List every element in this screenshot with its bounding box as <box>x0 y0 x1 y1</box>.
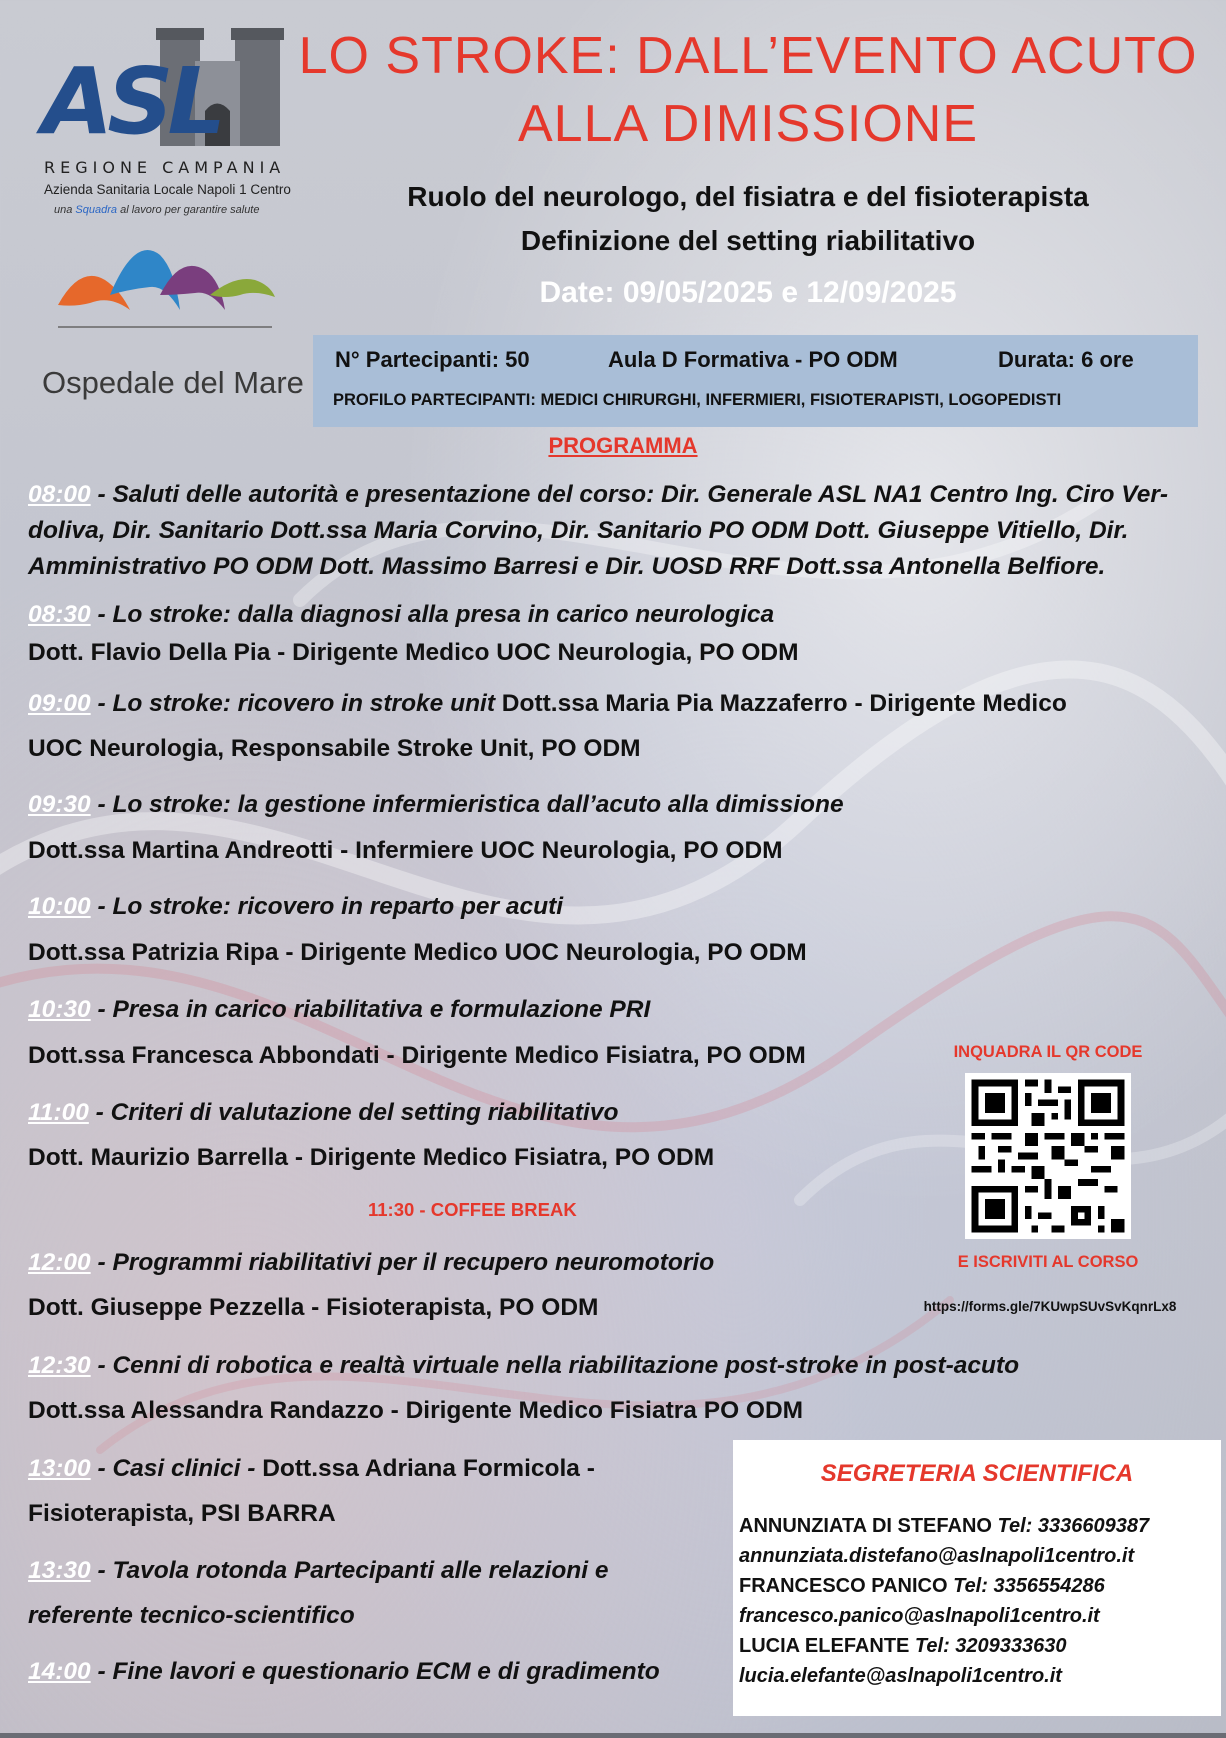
schedule-item-line: referente tecnico-scientifico <box>28 1602 355 1629</box>
event-dates: Date: 09/05/2025 e 12/09/2025 <box>539 276 957 309</box>
bottom-bar <box>0 1733 1226 1738</box>
schedule-speaker: UOC Neurologia, Responsabile Stroke Unit, PO ODM <box>28 735 641 762</box>
ospedale-del-mare-logo <box>42 225 304 415</box>
info-box <box>313 335 1198 427</box>
schedule-item: 10:30 - Presa in carico riabilitativa e formulazione PRI <box>28 996 651 1023</box>
contact-email[interactable]: annunziata.distefano@aslnapoli1centro.it <box>739 1545 1135 1567</box>
contact-name-tel: ANNUNZIATA DI STEFANO Tel: 3336609387 <box>739 1515 1150 1537</box>
contact-name-tel: FRANCESCO PANICO Tel: 3356554286 <box>739 1575 1105 1597</box>
event-title: LO STROKE: DALL’EVENTO ACUTO ALLA DIMISSIONE <box>298 27 1198 153</box>
participant-profile: PROFILO PARTECIPANTI: MEDICI CHIRURGHI, INFERMIERI, FISIOTERAPISTI, LOGOPEDISTI <box>333 391 1062 409</box>
asl-letters: ASL <box>42 48 221 155</box>
schedule-item: 14:00 - Fine lavori e questionario ECM e di gradimento <box>28 1658 660 1685</box>
contact-email[interactable]: lucia.elefante@aslnapoli1centro.it <box>739 1665 1062 1687</box>
schedule-item: 10:00 - Lo stroke: ricovero in reparto per acuti <box>28 893 564 920</box>
schedule-speaker: Dott. Flavio Della Pia - Dirigente Medico UOC Neurologia, PO ODM <box>28 639 799 666</box>
duration: Durata: 6 ore <box>998 347 1134 372</box>
registration-link[interactable]: https://forms.gle/7KUwpSUvSvKqnrLx8 <box>923 1299 1177 1314</box>
schedule-speaker: Dott. Maurizio Barrella - Dirigente Medico Fisiatra, PO ODM <box>28 1144 715 1171</box>
schedule-item: 11:00 - Criteri di valutazione del setting riabilitativo <box>28 1099 619 1126</box>
segreteria-title: SEGRETERIA SCIENTIFICA <box>820 1460 1134 1487</box>
event-subtitle: Ruolo del neurologo, del fisiatra e del fisioterapista Definizione del setting riabilitativo <box>407 181 1089 256</box>
asl-name: Azienda Sanitaria Locale Napoli 1 Centro <box>44 182 291 197</box>
qr-title: INQUADRA IL QR CODE <box>953 1043 1143 1061</box>
schedule-item-line: doliva, Dir. Sanitario Dott.ssa Maria Corvino, Dir. Sanitario PO ODM Dott. Giuseppe Vitiello, Dir. <box>28 517 1129 544</box>
schedule-item: 08:30 - Lo stroke: dalla diagnosi alla presa in carico neurologica <box>28 601 775 628</box>
programma-heading: PROGRAMMA <box>548 433 698 458</box>
schedule-item: 12:30 - Cenni di robotica e realtà virtuale nella riabilitazione post-stroke in post-acuto <box>28 1352 1020 1379</box>
schedule-item: 09:00 - Lo stroke: ricovero in stroke unit Dott.ssa Maria Pia Mazzaferro - Dirigente Medico <box>28 690 1067 717</box>
participants-count: N° Partecipanti: 50 <box>335 347 530 372</box>
schedule-speaker: Dott.ssa Patrizia Ripa - Dirigente Medico UOC Neurologia, PO ODM <box>28 939 807 966</box>
asl-logo <box>40 16 291 216</box>
schedule-speaker: Fisioterapista, PSI BARRA <box>28 1500 336 1527</box>
schedule-item: 13:00 - Casi clinici - Dott.ssa Adriana Formicola - <box>28 1455 595 1482</box>
schedule-item: 12:00 - Programmi riabilitativi per il recupero neuromotorio <box>28 1249 715 1276</box>
asl-region: REGIONE CAMPANIA <box>44 158 286 177</box>
contact-email[interactable]: francesco.panico@aslnapoli1centro.it <box>739 1605 1100 1627</box>
segreteria-scientifica <box>733 1440 1221 1716</box>
wave-logo-icon <box>50 225 280 335</box>
contact-name-tel: LUCIA ELEFANTE Tel: 3209333630 <box>739 1635 1067 1657</box>
schedule-speaker: Dott.ssa Alessandra Randazzo - Dirigente Medico Fisiatra PO ODM <box>28 1397 804 1424</box>
qr-code-icon[interactable] <box>965 1073 1131 1239</box>
schedule-speaker: Dott. Giuseppe Pezzella - Fisioterapista, PO ODM <box>28 1294 599 1321</box>
schedule-item: 13:30 - Tavola rotonda Partecipanti alle relazioni e <box>28 1557 609 1584</box>
schedule-item-line: Amministrativo PO ODM Dott. Massimo Barresi e Dir. UOSD RRF Dott.ssa Antonella Belfiore. <box>28 553 1106 580</box>
coffee-break: 11:30 - COFFEE BREAK <box>368 1199 577 1220</box>
room: Aula D Formativa - PO ODM <box>608 347 898 372</box>
schedule-speaker: Dott.ssa Martina Andreotti - Infermiere UOC Neurologia, PO ODM <box>28 837 783 864</box>
qr-subtitle: E ISCRIVITI AL CORSO <box>957 1253 1139 1271</box>
schedule-item: 08:00 - Saluti delle autorità e presentazione del corso: Dir. Generale ASL NA1 Centro Ing. Ciro Ver- <box>28 481 1169 508</box>
asl-tagline: una Squadra al lavoro per garantire salute <box>54 204 260 216</box>
schedule-item: 09:30 - Lo stroke: la gestione infermieristica dall’acuto alla dimissione <box>28 791 844 818</box>
ospedale-del-mare-name: Ospedale del Mare <box>42 365 304 400</box>
schedule-speaker: Dott.ssa Francesca Abbondati - Dirigente Medico Fisiatra, PO ODM <box>28 1042 806 1069</box>
